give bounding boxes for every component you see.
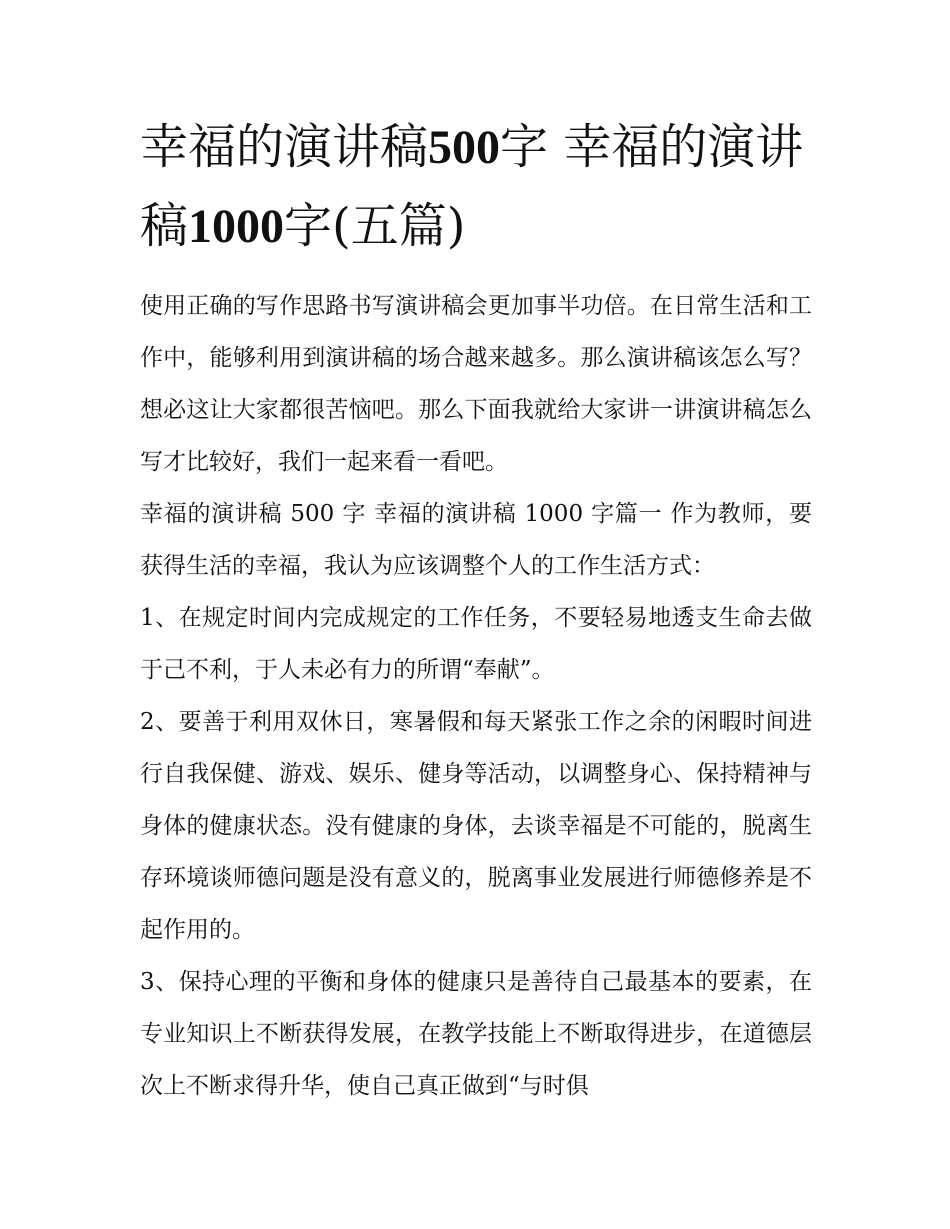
title-part-3: 字(五篇) (284, 198, 466, 254)
list-item-1: 1、在规定时间内完成规定的工作任务，不要轻易地透支生命去做于己不利，于人未必有力的所谓“奉献”。 (140, 605, 812, 683)
intro-paragraph: 使用正确的写作思路书写演讲稿会更加事半功倍。在日常生活和工作中，能够利用到演讲稿的场合越来越多。那么演讲稿该怎么写？想必这让大家都很苦恼吧。那么下面我就给大家讲一讲演讲稿怎么写才比较好，我们一起来看一看吧。 (140, 293, 812, 475)
title-number-2: 1000 (188, 200, 285, 253)
document-page (140, 108, 812, 1112)
title-number-1: 500 (428, 121, 501, 174)
list-item-2: 2、要善于利用双休日，寒暑假和每天紧张工作之余的闲暇时间进行自我保健、游戏、娱乐、健身等活动，以调整身心、保持精神与身体的健康状态。没有健康的身体，去谈幸福是不可能的，脱离生存环境谈师德问题是没有意义的，脱离事业发展进行师德修养是不起作用的。 (140, 709, 812, 943)
section-heading-paragraph: 幸福的演讲稿 500 字 幸福的演讲稿 1000 字篇一 作为教师，要获得生活的幸福，我认为应该调整个人的工作生活方式： (140, 501, 812, 579)
title-part-2: 字 幸福的演讲稿 (140, 119, 804, 254)
list-item-3: 3、保持心理的平衡和身体的健康只是善待自己最基本的要素，在专业知识上不断获得发展，在教学技能上不断取得进步，在道德层次上不断求得升华，使自己真正做到“与时俱 (140, 969, 812, 1099)
title-part-1: 幸福的演讲稿 (140, 119, 429, 175)
document-title (140, 108, 812, 266)
